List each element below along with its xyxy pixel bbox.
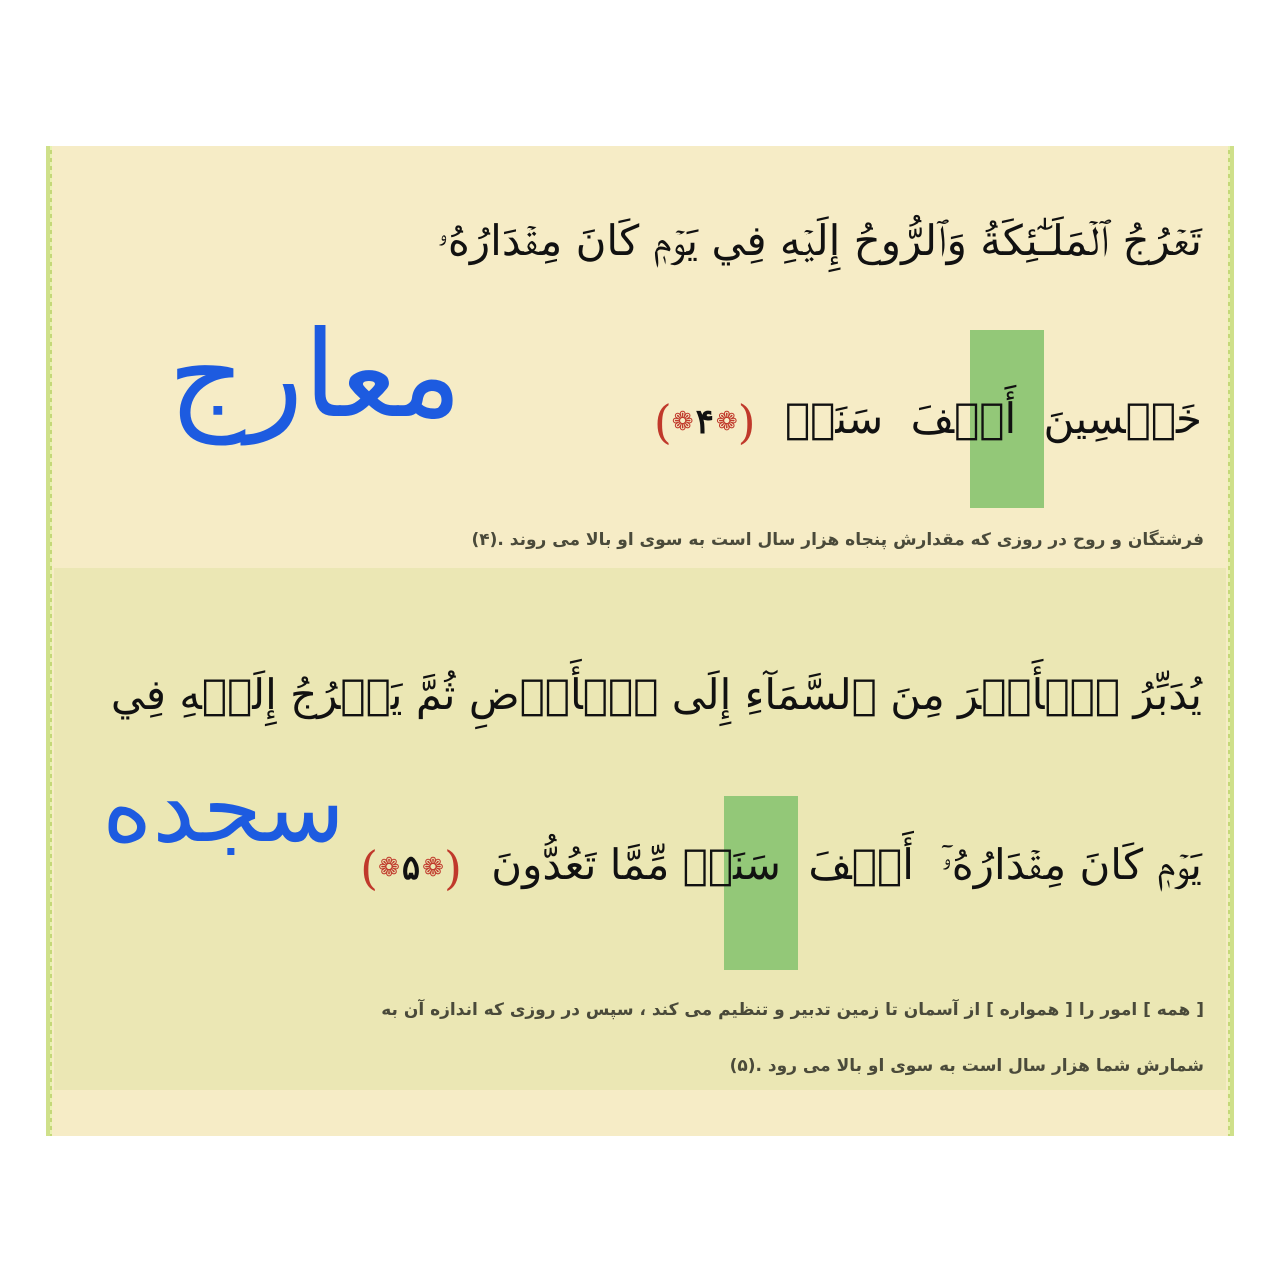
verse5-line2 [360,840,1202,895]
verse5-ayah-marker [360,840,462,895]
surah-label-maarij: معارج [168,306,463,445]
verse4-ayah-marker [654,394,756,449]
bracket-ornament-icon: ( [360,841,379,895]
verse4-line1: تَعۡرُجُ ٱلۡمَلَـٰٓئِكَةُ وَٱلرُّوحُ إِلَيۡهِ فِي يَوۡمٖ كَانَ مِقۡدَارُهُۥ [437,216,1202,265]
bracket-ornament-icon: ) [737,395,756,449]
verse4-line2 [654,394,1202,449]
verse5-section [54,568,1226,1090]
flower-ornament-icon: ❁ [422,853,444,883]
bracket-ornament-icon: ) [443,841,462,895]
verse5-line1: يُدَبِّرُ ٱلۡأَمۡرَ مِنَ ٱلسَّمَآءِ إِلَى ٱلۡأَرۡضِ ثُمَّ يَعۡرُجُ إِلَيۡهِ فِي [110,670,1202,719]
surah-label-sajdah: سجده [102,752,346,864]
verse4-translation: فرشتگان و روح در روزی که مقدارش پنجاه هزار سال است به سوی او بالا می روند .(۴) [471,530,1204,550]
verse5-line2-part1: يَوۡمٖ كَانَ مِقۡدَارُهُۥٓ [941,840,1202,889]
bracket-ornament-icon: ( [653,395,672,449]
verse4-line2-part2: سَنَةٖ [784,394,884,443]
verse4-line2-highlight: أَلۡفَ [910,394,1017,443]
verse5-translation-line2: شمارش شما هزار سال است به سوی او بالا می رود .(۵) [729,1056,1204,1076]
verse5-line2-highlight: أَلۡفَ [808,840,914,889]
verse4-number: ۴ [695,402,714,442]
flower-ornament-icon: ❁ [671,407,694,437]
quran-page-frame [46,146,1234,1136]
verse5-line2-part2: سَنَةٖ مِّمَّا تَعُدُّونَ [491,840,781,889]
verse4-line2-part1: خَمۡسِينَ [1043,394,1202,443]
flower-ornament-icon: ❁ [378,853,400,883]
verse5-number: ۵ [401,848,421,888]
verse5-translation-line1: [ همه ] امور را [ همواره ] از آسمان تا زمین تدبیر و تنظیم می کند ، سپس در روزی که اندازه آن به [381,1000,1204,1020]
flower-ornament-icon: ❁ [715,407,738,437]
